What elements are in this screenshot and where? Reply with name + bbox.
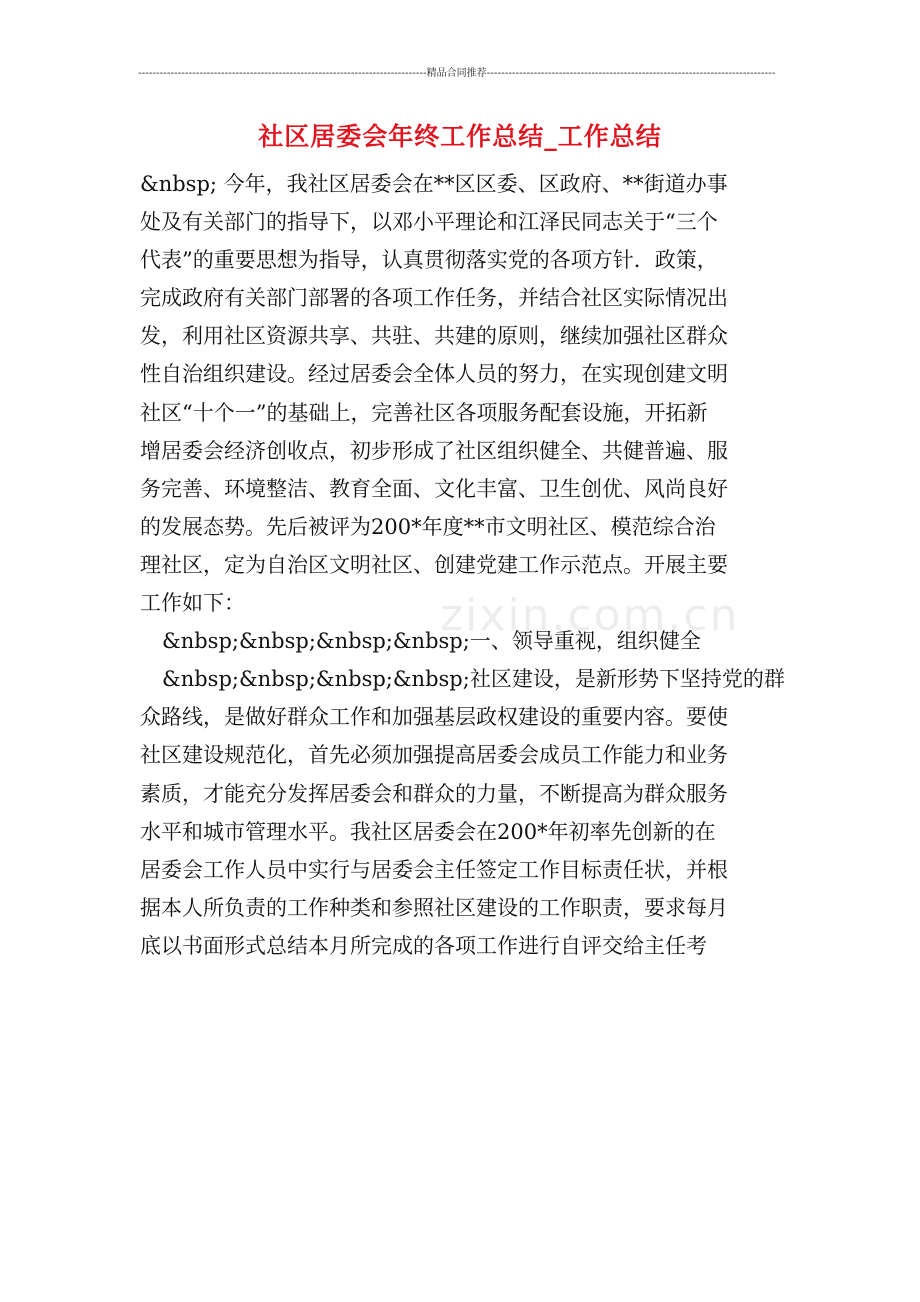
header-label: 精品合同推荐 [426,68,487,79]
body-line: &nbsp; 今年，我社区居委会在**区区委、区政府、**街道办事 [140,172,728,196]
body-line: 社区“十个一”的基础上，完善社区各项服务配套设施，开拓新 [140,400,708,425]
body-line: 据本人所负责的工作种类和参照社区建设的工作职责，要求每月 [140,895,728,920]
body-line: 底以书面形式总结本月所完成的各项工作进行自评交给主任考 [140,933,707,958]
body-line: 务完善、环境整洁、教育全面、文化丰富、卫生创优、风尚良好 [140,476,728,501]
body-line: 性自治组织建设。经过居委会全体人员的努力，在实现创建文明 [140,362,728,387]
header-dashes-left: -------------------------------------------------------------------------------- [138,68,427,79]
body-line: 的发展态势。先后被评为200*年度**市文明社区、模范综合治 [140,514,716,539]
document-body [140,165,790,965]
document-title: 社区居委会年终工作总结_工作总结 [258,122,662,151]
body-line: 居委会工作人员中实行与居委会主任签定工作目标责任状，并根 [140,857,728,882]
header-dashes-right: -------------------------------------------------------------------------------- [486,68,776,79]
body-line: 完成政府有关部门部署的各项工作任务，并结合社区实际情况出 [140,286,728,311]
body-line: 素质，才能充分发挥居委会和群众的力量，不断提高为群众服务 [140,781,728,806]
section-heading: &nbsp;&nbsp;&nbsp;&nbsp;一、领导重视，组织健全 [162,629,701,654]
body-line: 众路线，是做好群众工作和加强基层政权建设的重要内容。要使 [140,705,728,730]
body-line: &nbsp;&nbsp;&nbsp;&nbsp;社区建设，是新形势下坚持党的群 [162,667,785,692]
body-line: 理社区，定为自治区文明社区、创建党建工作示范点。开展主要 [140,552,728,577]
watermark: zixin.com.cn [440,590,740,641]
body-line: 处及有关部门的指导下，以邓小平理论和江泽民同志关于“三个 [140,210,718,235]
body-line: 工作如下： [140,591,245,616]
body-line: 社区建设规范化，首先必须加强提高居委会成员工作能力和业务 [140,743,728,768]
body-line: 代表”的重要思想为指导，认真贯彻落实党的各项方针．政策， [140,248,718,273]
body-line: 增居委会经济创收点，初步形成了社区组织健全、共健普遍、服 [140,438,728,463]
body-line: 水平和城市管理水平。我社区居委会在200*年初率先创新的在 [140,819,716,844]
header-rule [138,66,776,82]
body-line: 发，利用社区资源共享、共驻、共建的原则，继续加强社区群众 [140,324,728,349]
